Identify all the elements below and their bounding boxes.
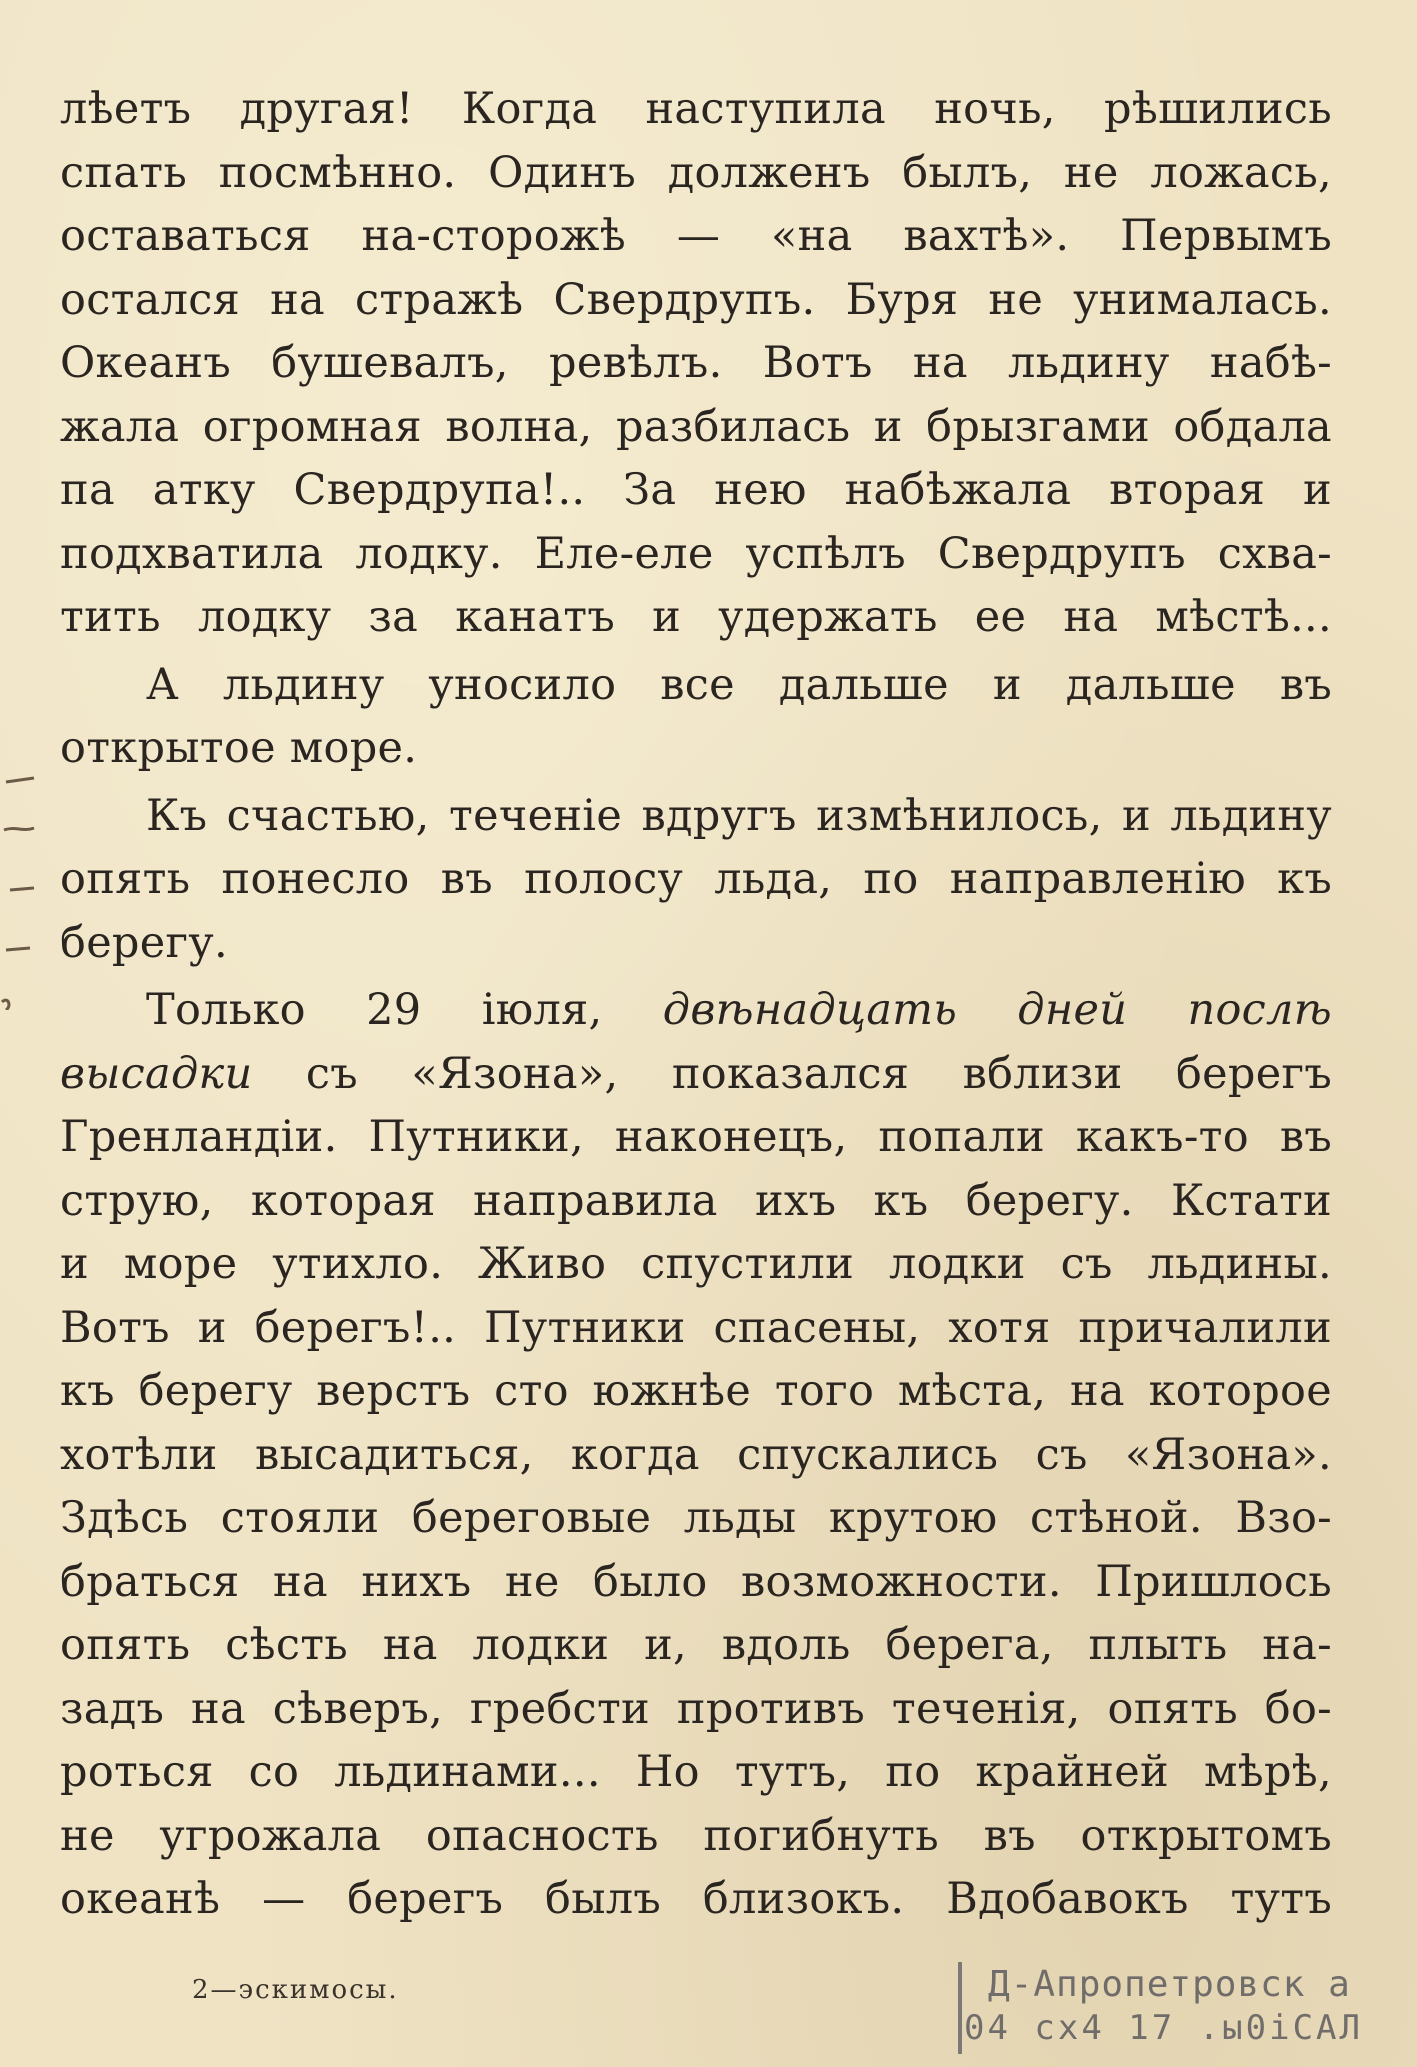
stamp-line-1: Д-Апропетровск а — [988, 1964, 1351, 2005]
text-line: не угрожала опасность погибнуть въ открытомъ — [60, 1810, 1332, 1861]
paragraph — [60, 785, 1332, 976]
text-line: Гренландіи. Путники, наконецъ, попали какъ-то въ — [60, 1112, 1332, 1162]
text-line: открытое море. — [60, 723, 418, 773]
text-line: Здѣсь стояли береговые льды крутою стѣной. Взо- — [60, 1493, 1332, 1543]
text-line: Къ счастью, теченіе вдругъ измѣнилось, и льдину — [146, 790, 1332, 841]
margin-marks — [0, 770, 40, 1010]
text-line: и море утихло. Живо спустили лодки съ льдины. — [60, 1239, 1332, 1289]
text-line: жала огромная волна, разбилась и брызгами обдала — [60, 401, 1332, 452]
text-line: спать посмѣнно. Одинъ долженъ былъ, не ложась, — [60, 147, 1332, 198]
text-line: опять сѣсть на лодки и, вдоль берега, плыть на- — [60, 1620, 1332, 1670]
text-run: съ «Язона», показался вблизи берегъ — [252, 1048, 1332, 1099]
text-line: роться со льдинами... Но тутъ, по крайней мѣрѣ, — [60, 1747, 1332, 1797]
text-line: къ берегу верстъ сто южнѣе того мѣста, на которое — [60, 1366, 1332, 1416]
text-line: оставаться на-сторожѣ — «на вахтѣ». Первымъ — [60, 211, 1332, 261]
text-line: океанѣ — берегъ былъ близокъ. Вдобавокъ тутъ — [60, 1874, 1332, 1924]
text-line: берегу. — [60, 917, 228, 968]
text-line: подхватила лодку. Еле-еле успѣлъ Свердрупъ схва- — [60, 528, 1332, 579]
text-line: браться на нихъ не было возможности. Пришлось — [60, 1556, 1332, 1607]
paragraph — [60, 78, 1332, 650]
text-line — [60, 1043, 1332, 1107]
margin-pencil-marks — [0, 770, 40, 1010]
paragraph — [60, 654, 1332, 781]
text-line: струю, которая направила ихъ къ берегу. Кстати — [60, 1175, 1332, 1226]
text-line: опять понесло въ полосу льда, по направленію къ — [60, 854, 1332, 904]
text-line: остался на стражѣ Свердрупъ. Буря не унималась. — [60, 274, 1332, 325]
library-stamp — [958, 1950, 1398, 2060]
text-line: па атку Свердрупа!.. За нею набѣжала вторая и — [60, 465, 1332, 515]
text-line: тить лодку за канатъ и удержать ее на мѣстѣ... — [60, 592, 1332, 642]
text-line: А льдину уносило все дальше и дальше въ — [146, 659, 1332, 710]
text-line: Океанъ бушевалъ, ревѣлъ. Вотъ на льдину набѣ- — [60, 338, 1332, 388]
text-run: Только 29 іюля, — [146, 985, 663, 1035]
text-line: Вотъ и берегъ!.. Путники спасены, хотя причалили — [60, 1302, 1332, 1353]
italic-run: двѣнадцать дней послѣ — [662, 985, 1332, 1035]
text-line: лѣетъ другая! Когда наступила ночь, рѣшились — [60, 84, 1332, 134]
paragraph — [60, 979, 1332, 1932]
text-line — [60, 979, 1332, 1043]
text-line: хотѣли высадиться, когда спускались съ «Язона». — [60, 1429, 1332, 1480]
italic-run: высадки — [60, 1048, 253, 1099]
footer-signature: 2—эскимосы. — [192, 1975, 399, 2005]
body-text — [60, 78, 1332, 1932]
text-line: задъ на сѣверъ, гребсти противъ теченія, опять бо- — [60, 1683, 1332, 1734]
stamp-line-2: 04 сх4 17 .ы0іСАЛ — [964, 2008, 1363, 2048]
stamp-border — [958, 1962, 962, 2054]
